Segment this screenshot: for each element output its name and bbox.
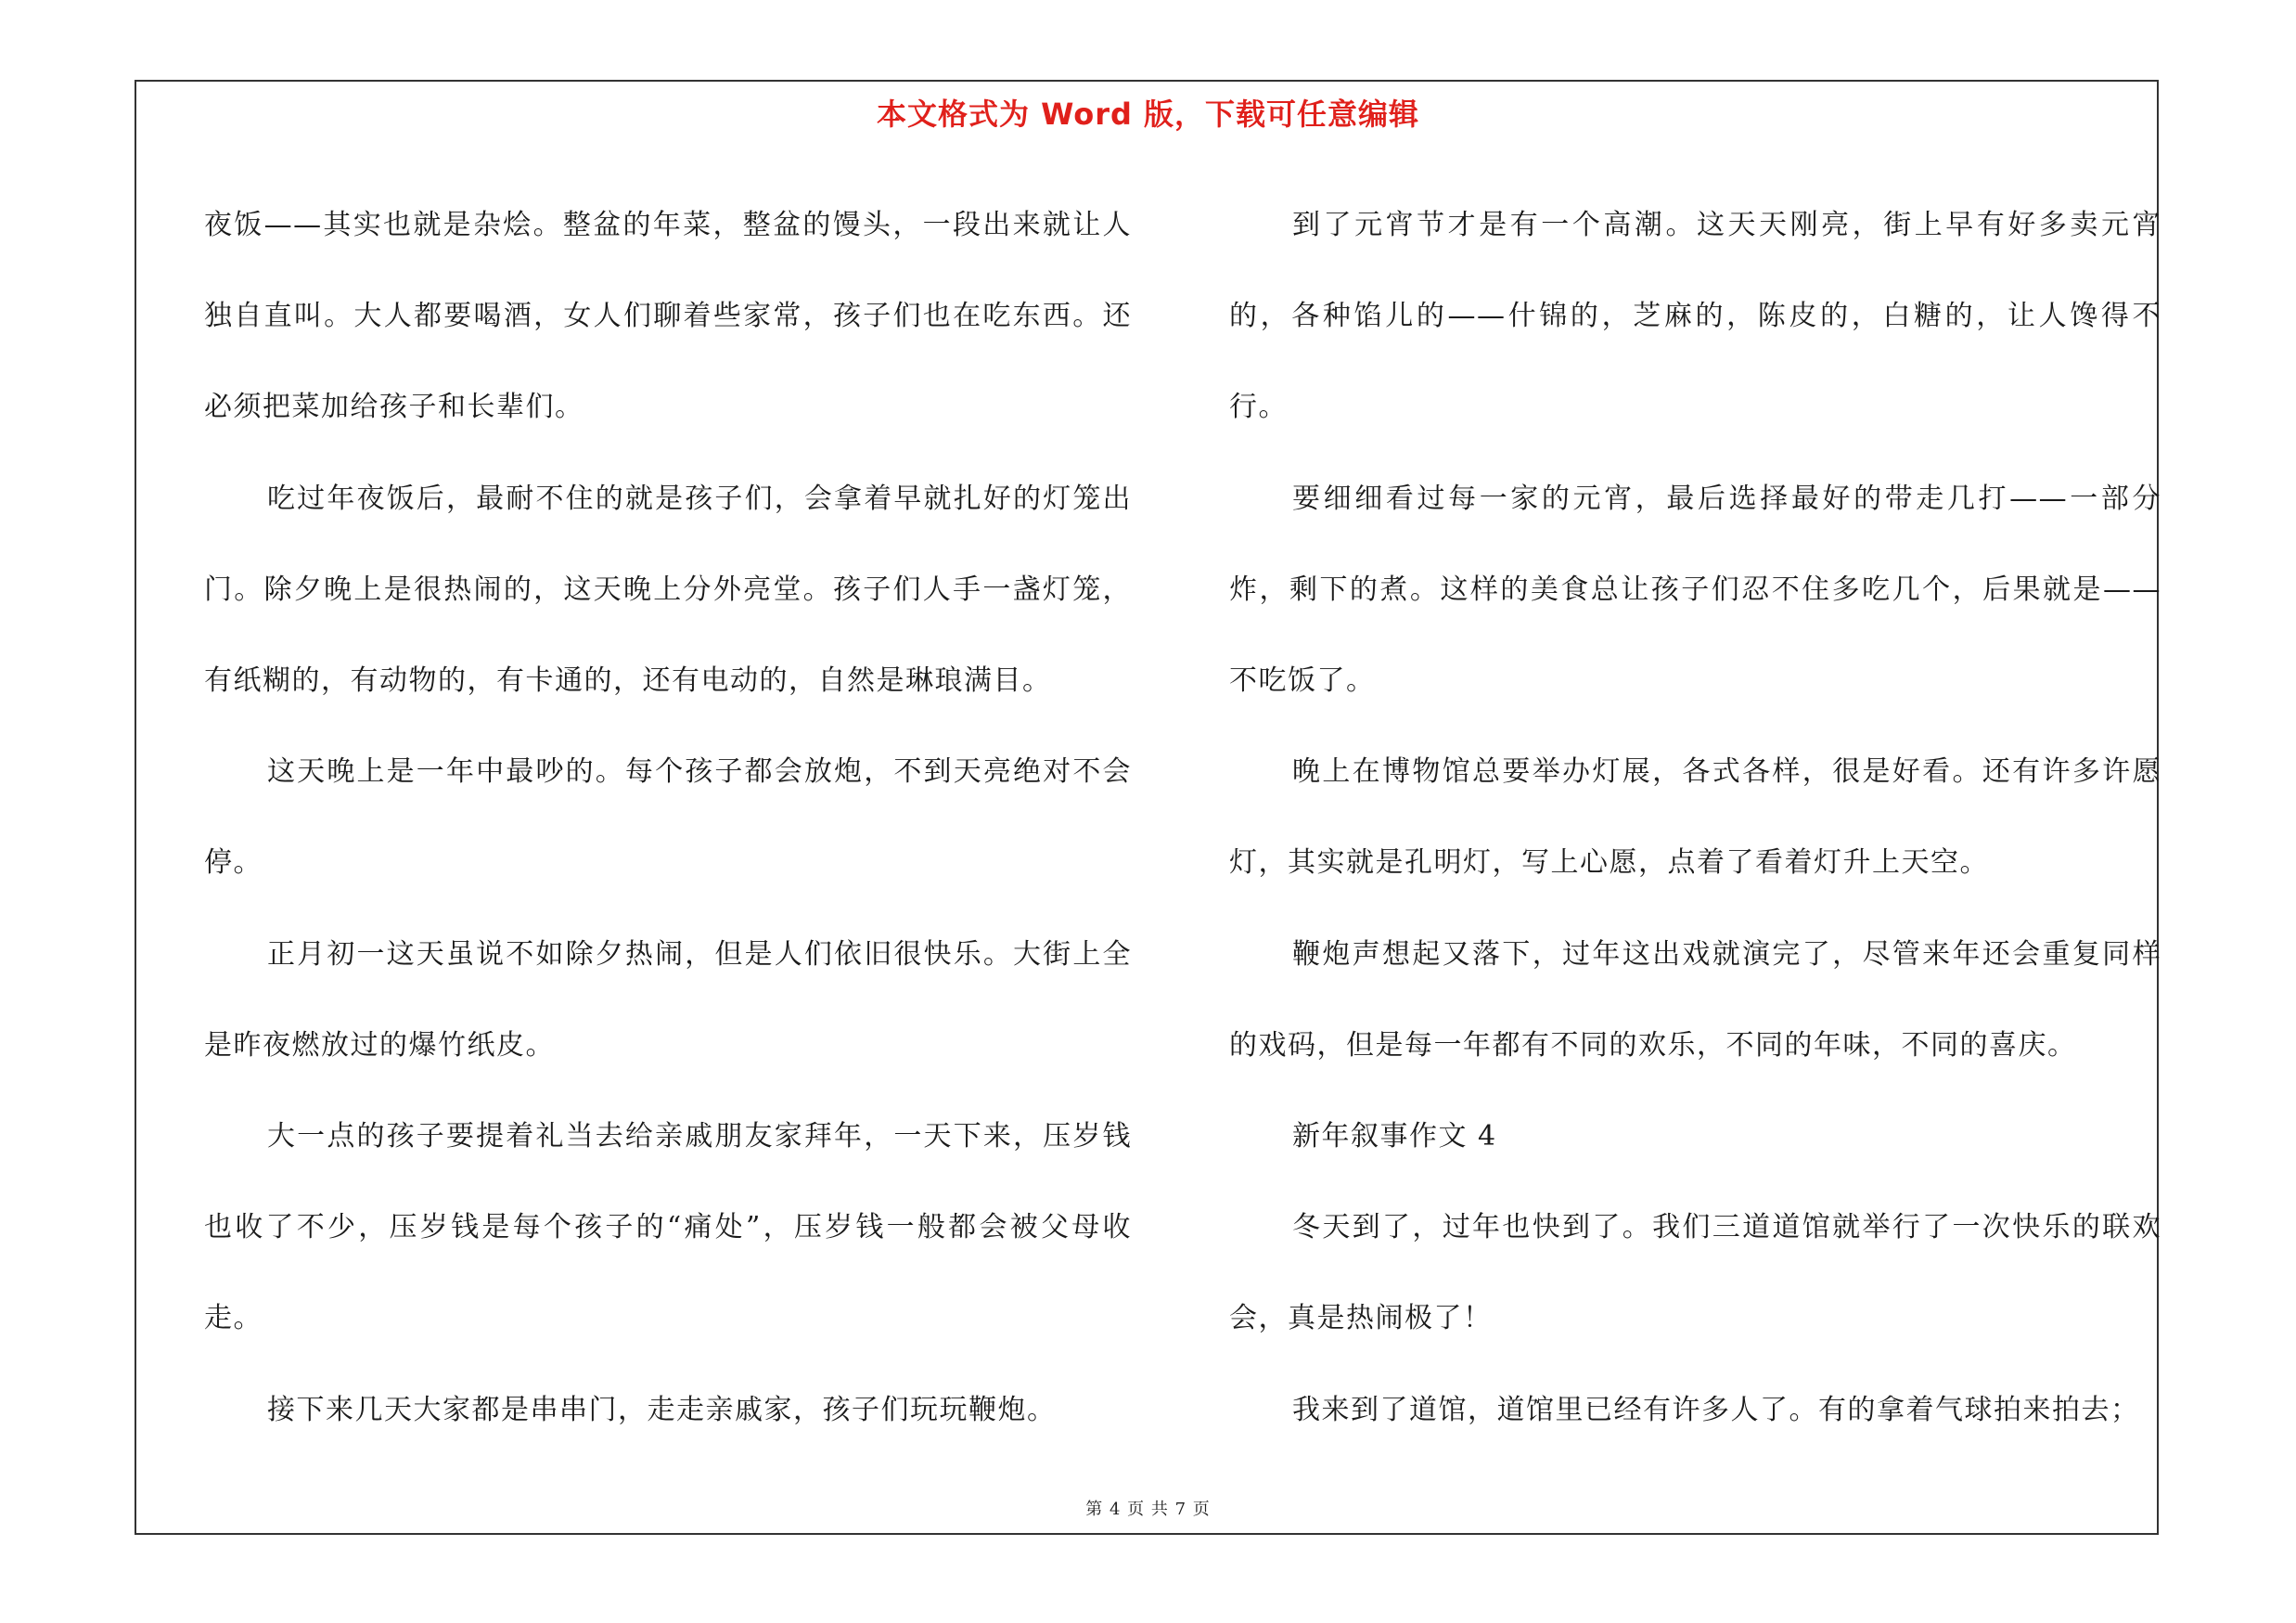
paragraph: 夜饭——其实也就是杂烩。整盆的年菜，整盆的馒头，一段出来就让人独自直叫。大人都要喝酒，女人们聊着些家常，孩子们也在吃东西。还必须把菜加给孩子和长辈们。 [204, 209, 1132, 424]
paragraph: 鞭炮声想起又落下，过年这出戏就演完了，尽管来年还会重复同样的戏码，但是每一年都有不同的欢乐，不同的年味，不同的喜庆。 [1229, 937, 2161, 1062]
right-text-column [1229, 180, 2161, 1456]
paragraph: 大一点的孩子要提着礼当去给亲戚朋友家拜年，一天下来，压岁钱也收了不少，压岁钱是每个孩子的“痛处”，压岁钱一般都会被父母收走。 [204, 1120, 1132, 1335]
word-format-banner: 本文格式为 Word 版，下载可任意编辑 [876, 97, 1420, 132]
paragraph: 这天晚上是一年中最吵的。每个孩子都会放炮，不到天亮绝对不会停。 [204, 755, 1132, 880]
left-text-column [204, 180, 1132, 1456]
paragraph: 接下来几天大家都是串串门，走走亲戚家，孩子们玩玩鞭炮。 [267, 1393, 1057, 1426]
paragraph: 要细细看过每一家的元宵，最后选择最好的带走几打——一部分炸，剩下的煮。这样的美食总让孩子们忍不住多吃几个，后果就是——不吃饭了。 [1229, 482, 2161, 698]
paragraph: 晚上在博物馆总要举办灯展，各式各样，很是好看。还有许多许愿灯，其实就是孔明灯，写上心愿，点着了看着灯升上天空。 [1229, 755, 2161, 880]
paragraph: 正月初一这天虽说不如除夕热闹，但是人们依旧很快乐。大街上全是昨夜燃放过的爆竹纸皮。 [204, 937, 1132, 1062]
page-number: 第 4 页 共 7 页 [1085, 1500, 1211, 1519]
paragraph: 冬天到了，过年也快到了。我们三道道馆就举行了一次快乐的联欢会，真是热闹极了！ [1229, 1211, 2161, 1335]
section-heading: 新年叙事作文 4 [1292, 1120, 1497, 1153]
paragraph: 到了元宵节才是有一个高潮。这天天刚亮，街上早有好多卖元宵的，各种馅儿的——什锦的，芝麻的，陈皮的，白糖的，让人馋得不行。 [1229, 209, 2161, 424]
paragraph: 吃过年夜饭后，最耐不住的就是孩子们，会拿着早就扎好的灯笼出门。除夕晚上是很热闹的，这天晚上分外亮堂。孩子们人手一盏灯笼，有纸糊的，有动物的，有卡通的，还有电动的，自然是琳琅满目。 [204, 482, 1132, 698]
paragraph: 我来到了道馆，道馆里已经有许多人了。有的拿着气球拍来拍去； [1292, 1393, 2140, 1426]
